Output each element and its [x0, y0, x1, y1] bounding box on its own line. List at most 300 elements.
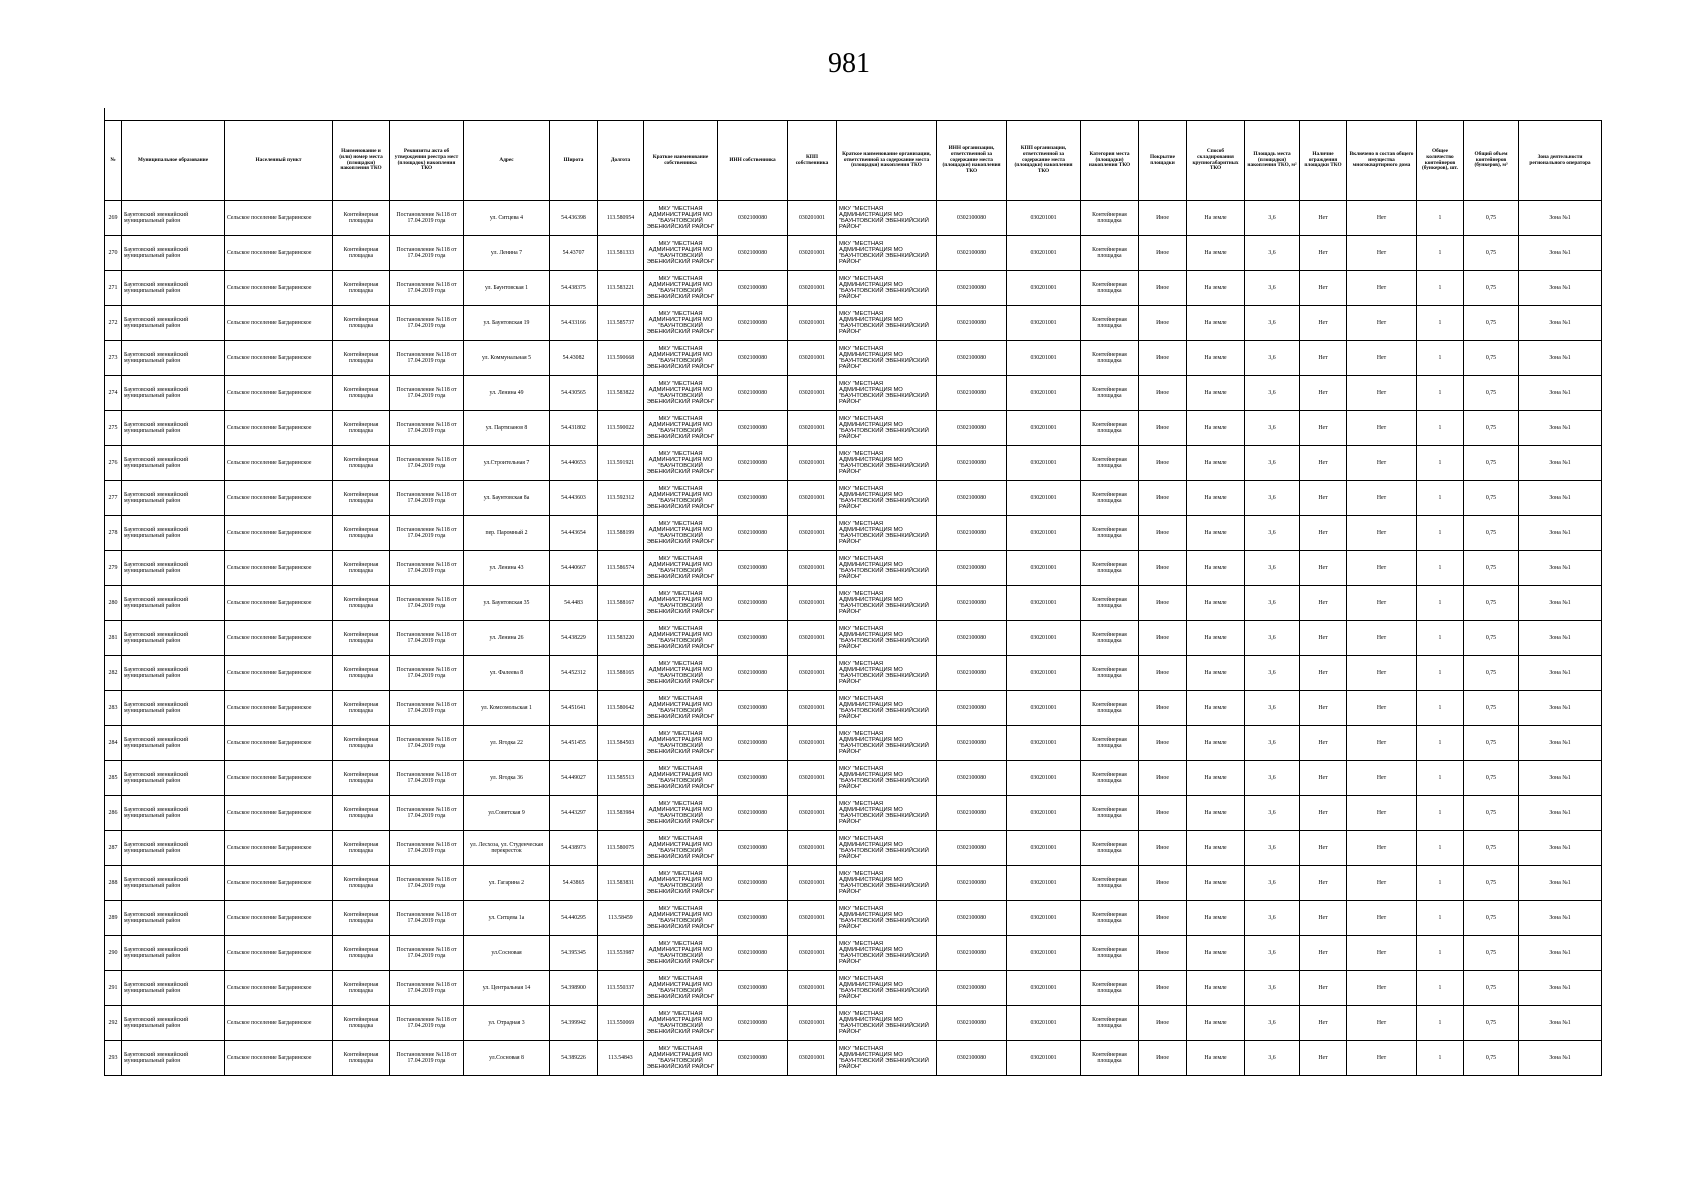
owner-kpp-cell: 030201001	[788, 341, 837, 376]
municipality-cell: Баунтовский эвенкийский муниципальный район	[122, 236, 225, 271]
responsible-org-cell: МКУ "МЕСТНАЯ АДМИНИСТРАЦИЯ МО "БАУНТОВСКИЙ ЭВЕНКИЙСКИЙ РАЙОН"	[837, 726, 937, 761]
org-kpp-cell: 030201001	[1007, 376, 1081, 411]
responsible-org-cell: МКУ "МЕСТНАЯ АДМИНИСТРАЦИЯ МО "БАУНТОВСКИЙ ЭВЕНКИЙСКИЙ РАЙОН"	[837, 271, 937, 306]
fence-cell: Нет	[1300, 726, 1347, 761]
row-number: 284	[105, 726, 122, 761]
row-number: 274	[105, 376, 122, 411]
fence-cell: Нет	[1300, 621, 1347, 656]
address-cell: ул. Отрадная 3	[464, 1006, 550, 1041]
site-name-cell: Контейнерная площадка	[333, 971, 390, 1006]
common-property-cell: Нет	[1347, 901, 1417, 936]
common-property-cell: Нет	[1347, 271, 1417, 306]
area-cell: 3,6	[1245, 1041, 1300, 1076]
common-property-cell: Нет	[1347, 341, 1417, 376]
owner-cell: МКУ "МЕСТНАЯ АДМИНИСТРАЦИЯ МО "БАУНТОВСКИЙ ЭВЕНКИЙСКИЙ РАЙОН"	[644, 481, 718, 516]
fence-cell: Нет	[1300, 971, 1347, 1006]
site-name-cell: Контейнерная площадка	[333, 551, 390, 586]
org-kpp-cell: 030201001	[1007, 831, 1081, 866]
responsible-org-cell: МКУ "МЕСТНАЯ АДМИНИСТРАЦИЯ МО "БАУНТОВСКИЙ ЭВЕНКИЙСКИЙ РАЙОН"	[837, 621, 937, 656]
operator-zone-cell: Зона №1	[1519, 1006, 1602, 1041]
longitude-cell: 113.584503	[598, 726, 644, 761]
org-inn-cell: 0302100080	[937, 866, 1007, 901]
row-number: 277	[105, 481, 122, 516]
org-kpp-cell: 030201001	[1007, 411, 1081, 446]
owner-cell: МКУ "МЕСТНАЯ АДМИНИСТРАЦИЯ МО "БАУНТОВСКИЙ ЭВЕНКИЙСКИЙ РАЙОН"	[644, 516, 718, 551]
owner-kpp-cell: 030201001	[788, 621, 837, 656]
column-header: Широта	[550, 121, 598, 201]
responsible-org-cell: МКУ "МЕСТНАЯ АДМИНИСТРАЦИЯ МО "БАУНТОВСКИЙ ЭВЕНКИЙСКИЙ РАЙОН"	[837, 446, 937, 481]
act-details-cell: Постановление №118 от 17.04.2019 года	[390, 1041, 464, 1076]
settlement-cell: Сельское поселение Багдаринское	[225, 726, 333, 761]
longitude-cell: 113.583822	[598, 376, 644, 411]
owner-inn-cell: 0302100080	[718, 411, 788, 446]
longitude-cell: 113.585513	[598, 761, 644, 796]
act-details-cell: Постановление №118 от 17.04.2019 года	[390, 236, 464, 271]
fence-cell: Нет	[1300, 1006, 1347, 1041]
operator-zone-cell: Зона №1	[1519, 621, 1602, 656]
act-details-cell: Постановление №118 от 17.04.2019 года	[390, 971, 464, 1006]
table-row	[105, 1041, 1602, 1076]
org-kpp-cell: 030201001	[1007, 306, 1081, 341]
owner-inn-cell: 0302100080	[718, 656, 788, 691]
container-count-cell: 1	[1417, 236, 1464, 271]
container-volume-cell: 0,75	[1464, 376, 1519, 411]
table-row	[105, 341, 1602, 376]
longitude-cell: 113.590668	[598, 341, 644, 376]
owner-kpp-cell: 030201001	[788, 936, 837, 971]
owner-kpp-cell: 030201001	[788, 586, 837, 621]
container-count-cell: 1	[1417, 306, 1464, 341]
org-kpp-cell: 030201001	[1007, 551, 1081, 586]
responsible-org-cell: МКУ "МЕСТНАЯ АДМИНИСТРАЦИЯ МО "БАУНТОВСКИЙ ЭВЕНКИЙСКИЙ РАЙОН"	[837, 1041, 937, 1076]
org-kpp-cell: 030201001	[1007, 481, 1081, 516]
responsible-org-cell: МКУ "МЕСТНАЯ АДМИНИСТРАЦИЯ МО "БАУНТОВСКИЙ ЭВЕНКИЙСКИЙ РАЙОН"	[837, 341, 937, 376]
area-cell: 3,6	[1245, 516, 1300, 551]
responsible-org-cell: МКУ "МЕСТНАЯ АДМИНИСТРАЦИЯ МО "БАУНТОВСКИЙ ЭВЕНКИЙСКИЙ РАЙОН"	[837, 586, 937, 621]
cover-cell: Иное	[1139, 831, 1187, 866]
common-property-cell: Нет	[1347, 761, 1417, 796]
row-number: 283	[105, 691, 122, 726]
operator-zone-cell: Зона №1	[1519, 901, 1602, 936]
municipality-cell: Баунтовский эвенкийский муниципальный район	[122, 1041, 225, 1076]
owner-cell: МКУ "МЕСТНАЯ АДМИНИСТРАЦИЯ МО "БАУНТОВСКИЙ ЭВЕНКИЙСКИЙ РАЙОН"	[644, 341, 718, 376]
table-row	[105, 201, 1602, 236]
address-cell: ул.Строительная 7	[464, 446, 550, 481]
fence-cell: Нет	[1300, 376, 1347, 411]
owner-kpp-cell: 030201001	[788, 271, 837, 306]
operator-zone-cell: Зона №1	[1519, 446, 1602, 481]
container-count-cell: 1	[1417, 516, 1464, 551]
longitude-cell: 113.583984	[598, 796, 644, 831]
municipality-cell: Баунтовский эвенкийский муниципальный район	[122, 201, 225, 236]
column-header: КПП организации, ответственной за содержание места (площадки) накопления ТКО	[1007, 121, 1081, 201]
longitude-cell: 113.58459	[598, 901, 644, 936]
container-count-cell: 1	[1417, 341, 1464, 376]
longitude-cell: 113.580954	[598, 201, 644, 236]
column-header: №	[105, 121, 122, 201]
org-kpp-cell: 030201001	[1007, 866, 1081, 901]
address-cell: ул. Коммунальная 5	[464, 341, 550, 376]
address-cell: ул. Центральная 14	[464, 971, 550, 1006]
table-row	[105, 796, 1602, 831]
settlement-cell: Сельское поселение Багдаринское	[225, 971, 333, 1006]
row-number: 273	[105, 341, 122, 376]
column-header: ИНН собственника	[718, 121, 788, 201]
fence-cell: Нет	[1300, 656, 1347, 691]
category-cell: Контейнерная площадка	[1081, 551, 1139, 586]
municipality-cell: Баунтовский эвенкийский муниципальный район	[122, 621, 225, 656]
container-volume-cell: 0,75	[1464, 516, 1519, 551]
cover-cell: Иное	[1139, 691, 1187, 726]
act-details-cell: Постановление №118 от 17.04.2019 года	[390, 621, 464, 656]
address-cell: ул. Ягодка 36	[464, 761, 550, 796]
org-inn-cell: 0302100080	[937, 516, 1007, 551]
row-number: 289	[105, 901, 122, 936]
area-cell: 3,6	[1245, 271, 1300, 306]
site-name-cell: Контейнерная площадка	[333, 446, 390, 481]
owner-cell: МКУ "МЕСТНАЯ АДМИНИСТРАЦИЯ МО "БАУНТОВСКИЙ ЭВЕНКИЙСКИЙ РАЙОН"	[644, 831, 718, 866]
org-inn-cell: 0302100080	[937, 446, 1007, 481]
column-header: Общее количество контейнеров (бункеров), шт.	[1417, 121, 1464, 201]
operator-zone-cell: Зона №1	[1519, 936, 1602, 971]
site-name-cell: Контейнерная площадка	[333, 1041, 390, 1076]
responsible-org-cell: МКУ "МЕСТНАЯ АДМИНИСТРАЦИЯ МО "БАУНТОВСКИЙ ЭВЕНКИЙСКИЙ РАЙОН"	[837, 516, 937, 551]
category-cell: Контейнерная площадка	[1081, 411, 1139, 446]
org-kpp-cell: 030201001	[1007, 621, 1081, 656]
municipality-cell: Баунтовский эвенкийский муниципальный район	[122, 341, 225, 376]
settlement-cell: Сельское поселение Багдаринское	[225, 411, 333, 446]
address-cell: ул. Баунтовская 35	[464, 586, 550, 621]
responsible-org-cell: МКУ "МЕСТНАЯ АДМИНИСТРАЦИЯ МО "БАУНТОВСКИЙ ЭВЕНКИЙСКИЙ РАЙОН"	[837, 236, 937, 271]
fence-cell: Нет	[1300, 691, 1347, 726]
kgo-storage-cell: На земле	[1187, 936, 1245, 971]
org-inn-cell: 0302100080	[937, 1006, 1007, 1041]
owner-inn-cell: 0302100080	[718, 936, 788, 971]
settlement-cell: Сельское поселение Багдаринское	[225, 866, 333, 901]
container-count-cell: 1	[1417, 446, 1464, 481]
row-number: 280	[105, 586, 122, 621]
settlement-cell: Сельское поселение Багдаринское	[225, 1041, 333, 1076]
container-volume-cell: 0,75	[1464, 936, 1519, 971]
header-row	[105, 121, 1602, 201]
latitude-cell: 54.438973	[550, 831, 598, 866]
responsible-org-cell: МКУ "МЕСТНАЯ АДМИНИСТРАЦИЯ МО "БАУНТОВСКИЙ ЭВЕНКИЙСКИЙ РАЙОН"	[837, 901, 937, 936]
site-name-cell: Контейнерная площадка	[333, 236, 390, 271]
owner-kpp-cell: 030201001	[788, 376, 837, 411]
category-cell: Контейнерная площадка	[1081, 726, 1139, 761]
kgo-storage-cell: На земле	[1187, 796, 1245, 831]
row-number: 281	[105, 621, 122, 656]
settlement-cell: Сельское поселение Багдаринское	[225, 236, 333, 271]
longitude-cell: 113.592312	[598, 481, 644, 516]
table-row	[105, 271, 1602, 306]
category-cell: Контейнерная площадка	[1081, 1006, 1139, 1041]
container-count-cell: 1	[1417, 656, 1464, 691]
fence-cell: Нет	[1300, 866, 1347, 901]
owner-kpp-cell: 030201001	[788, 516, 837, 551]
fence-cell: Нет	[1300, 551, 1347, 586]
operator-zone-cell: Зона №1	[1519, 761, 1602, 796]
address-cell: ул. Фалеева 8	[464, 656, 550, 691]
container-count-cell: 1	[1417, 971, 1464, 1006]
kgo-storage-cell: На земле	[1187, 376, 1245, 411]
container-volume-cell: 0,75	[1464, 201, 1519, 236]
table-header	[105, 121, 1602, 201]
municipality-cell: Баунтовский эвенкийский муниципальный район	[122, 831, 225, 866]
settlement-cell: Сельское поселение Багдаринское	[225, 516, 333, 551]
responsible-org-cell: МКУ "МЕСТНАЯ АДМИНИСТРАЦИЯ МО "БАУНТОВСКИЙ ЭВЕНКИЙСКИЙ РАЙОН"	[837, 866, 937, 901]
longitude-cell: 113.54843	[598, 1041, 644, 1076]
address-cell: ул. Ленина 49	[464, 376, 550, 411]
longitude-cell: 113.590022	[598, 411, 644, 446]
settlement-cell: Сельское поселение Багдаринское	[225, 306, 333, 341]
owner-cell: МКУ "МЕСТНАЯ АДМИНИСТРАЦИЯ МО "БАУНТОВСКИЙ ЭВЕНКИЙСКИЙ РАЙОН"	[644, 586, 718, 621]
owner-kpp-cell: 030201001	[788, 1006, 837, 1041]
operator-zone-cell: Зона №1	[1519, 551, 1602, 586]
area-cell: 3,6	[1245, 481, 1300, 516]
act-details-cell: Постановление №118 от 17.04.2019 года	[390, 691, 464, 726]
act-details-cell: Постановление №118 от 17.04.2019 года	[390, 901, 464, 936]
latitude-cell: 54.43707	[550, 236, 598, 271]
org-kpp-cell: 030201001	[1007, 936, 1081, 971]
longitude-cell: 113.585737	[598, 306, 644, 341]
latitude-cell: 54.438375	[550, 271, 598, 306]
responsible-org-cell: МКУ "МЕСТНАЯ АДМИНИСТРАЦИЯ МО "БАУНТОВСКИЙ ЭВЕНКИЙСКИЙ РАЙОН"	[837, 761, 937, 796]
container-count-cell: 1	[1417, 1041, 1464, 1076]
container-count-cell: 1	[1417, 586, 1464, 621]
latitude-cell: 54.43082	[550, 341, 598, 376]
site-name-cell: Контейнерная площадка	[333, 341, 390, 376]
cover-cell: Иное	[1139, 866, 1187, 901]
municipality-cell: Баунтовский эвенкийский муниципальный район	[122, 551, 225, 586]
settlement-cell: Сельское поселение Багдаринское	[225, 376, 333, 411]
org-inn-cell: 0302100080	[937, 726, 1007, 761]
owner-inn-cell: 0302100080	[718, 551, 788, 586]
operator-zone-cell: Зона №1	[1519, 411, 1602, 446]
operator-zone-cell: Зона №1	[1519, 691, 1602, 726]
municipality-cell: Баунтовский эвенкийский муниципальный район	[122, 481, 225, 516]
category-cell: Контейнерная площадка	[1081, 936, 1139, 971]
cover-cell: Иное	[1139, 516, 1187, 551]
owner-kpp-cell: 030201001	[788, 446, 837, 481]
owner-cell: МКУ "МЕСТНАЯ АДМИНИСТРАЦИЯ МО "БАУНТОВСКИЙ ЭВЕНКИЙСКИЙ РАЙОН"	[644, 1006, 718, 1041]
cover-cell: Иное	[1139, 376, 1187, 411]
settlement-cell: Сельское поселение Багдаринское	[225, 551, 333, 586]
area-cell: 3,6	[1245, 831, 1300, 866]
latitude-cell: 54.449027	[550, 761, 598, 796]
common-property-cell: Нет	[1347, 866, 1417, 901]
org-inn-cell: 0302100080	[937, 831, 1007, 866]
settlement-cell: Сельское поселение Багдаринское	[225, 621, 333, 656]
address-cell: ул. Баунтовская 8а	[464, 481, 550, 516]
org-inn-cell: 0302100080	[937, 1041, 1007, 1076]
longitude-cell: 113.583221	[598, 271, 644, 306]
org-kpp-cell: 030201001	[1007, 446, 1081, 481]
container-volume-cell: 0,75	[1464, 551, 1519, 586]
column-header: Краткое наименование собственника	[644, 121, 718, 201]
owner-kpp-cell: 030201001	[788, 1041, 837, 1076]
act-details-cell: Постановление №118 от 17.04.2019 года	[390, 551, 464, 586]
fence-cell: Нет	[1300, 936, 1347, 971]
cover-cell: Иное	[1139, 796, 1187, 831]
org-inn-cell: 0302100080	[937, 376, 1007, 411]
settlement-cell: Сельское поселение Багдаринское	[225, 1006, 333, 1041]
settlement-cell: Сельское поселение Багдаринское	[225, 271, 333, 306]
kgo-storage-cell: На земле	[1187, 236, 1245, 271]
area-cell: 3,6	[1245, 901, 1300, 936]
latitude-cell: 54.43865	[550, 866, 598, 901]
org-inn-cell: 0302100080	[937, 481, 1007, 516]
municipality-cell: Баунтовский эвенкийский муниципальный район	[122, 516, 225, 551]
fence-cell: Нет	[1300, 271, 1347, 306]
container-count-cell: 1	[1417, 831, 1464, 866]
longitude-cell: 113.583220	[598, 621, 644, 656]
org-kpp-cell: 030201001	[1007, 1041, 1081, 1076]
container-count-cell: 1	[1417, 376, 1464, 411]
column-header: Краткое наименование организации, ответственной за содержание места (площадки) накопления ТКО	[837, 121, 937, 201]
container-volume-cell: 0,75	[1464, 271, 1519, 306]
fence-cell: Нет	[1300, 481, 1347, 516]
row-number: 288	[105, 866, 122, 901]
column-header: Муниципальное образование	[122, 121, 225, 201]
latitude-cell: 54.399942	[550, 1006, 598, 1041]
owner-kpp-cell: 030201001	[788, 726, 837, 761]
common-property-cell: Нет	[1347, 656, 1417, 691]
municipality-cell: Баунтовский эвенкийский муниципальный район	[122, 761, 225, 796]
cover-cell: Иное	[1139, 201, 1187, 236]
address-cell: ул. Комсомольская 1	[464, 691, 550, 726]
act-details-cell: Постановление №118 от 17.04.2019 года	[390, 306, 464, 341]
municipality-cell: Баунтовский эвенкийский муниципальный район	[122, 901, 225, 936]
org-kpp-cell: 030201001	[1007, 726, 1081, 761]
owner-kpp-cell: 030201001	[788, 761, 837, 796]
responsible-org-cell: МКУ "МЕСТНАЯ АДМИНИСТРАЦИЯ МО "БАУНТОВСКИЙ ЭВЕНКИЙСКИЙ РАЙОН"	[837, 481, 937, 516]
common-property-cell: Нет	[1347, 586, 1417, 621]
column-header: Покрытие площадки	[1139, 121, 1187, 201]
container-volume-cell: 0,75	[1464, 481, 1519, 516]
site-name-cell: Контейнерная площадка	[333, 901, 390, 936]
operator-zone-cell: Зона №1	[1519, 376, 1602, 411]
owner-inn-cell: 0302100080	[718, 201, 788, 236]
act-details-cell: Постановление №118 от 17.04.2019 года	[390, 201, 464, 236]
cover-cell: Иное	[1139, 1006, 1187, 1041]
site-name-cell: Контейнерная площадка	[333, 1006, 390, 1041]
column-header: Адрес	[464, 121, 550, 201]
operator-zone-cell: Зона №1	[1519, 866, 1602, 901]
common-property-cell: Нет	[1347, 796, 1417, 831]
act-details-cell: Постановление №118 от 17.04.2019 года	[390, 446, 464, 481]
owner-inn-cell: 0302100080	[718, 866, 788, 901]
fence-cell: Нет	[1300, 761, 1347, 796]
owner-cell: МКУ "МЕСТНАЯ АДМИНИСТРАЦИЯ МО "БАУНТОВСКИЙ ЭВЕНКИЙСКИЙ РАЙОН"	[644, 761, 718, 796]
category-cell: Контейнерная площадка	[1081, 481, 1139, 516]
page-number: 981	[828, 48, 870, 79]
org-inn-cell: 0302100080	[937, 691, 1007, 726]
category-cell: Контейнерная площадка	[1081, 236, 1139, 271]
fence-cell: Нет	[1300, 901, 1347, 936]
responsible-org-cell: МКУ "МЕСТНАЯ АДМИНИСТРАЦИЯ МО "БАУНТОВСКИЙ ЭВЕНКИЙСКИЙ РАЙОН"	[837, 376, 937, 411]
responsible-org-cell: МКУ "МЕСТНАЯ АДМИНИСТРАЦИЯ МО "БАУНТОВСКИЙ ЭВЕНКИЙСКИЙ РАЙОН"	[837, 551, 937, 586]
settlement-cell: Сельское поселение Багдаринское	[225, 831, 333, 866]
longitude-cell: 113.586574	[598, 551, 644, 586]
longitude-cell: 113.588165	[598, 656, 644, 691]
municipality-cell: Баунтовский эвенкийский муниципальный район	[122, 656, 225, 691]
row-number: 271	[105, 271, 122, 306]
category-cell: Контейнерная площадка	[1081, 866, 1139, 901]
org-kpp-cell: 030201001	[1007, 901, 1081, 936]
operator-zone-cell: Зона №1	[1519, 831, 1602, 866]
area-cell: 3,6	[1245, 726, 1300, 761]
address-cell: пер. Паромный 2	[464, 516, 550, 551]
owner-kpp-cell: 030201001	[788, 481, 837, 516]
org-inn-cell: 0302100080	[937, 201, 1007, 236]
container-volume-cell: 0,75	[1464, 726, 1519, 761]
owner-kpp-cell: 030201001	[788, 551, 837, 586]
kgo-storage-cell: На земле	[1187, 551, 1245, 586]
longitude-cell: 113.553987	[598, 936, 644, 971]
responsible-org-cell: МКУ "МЕСТНАЯ АДМИНИСТРАЦИЯ МО "БАУНТОВСКИЙ ЭВЕНКИЙСКИЙ РАЙОН"	[837, 691, 937, 726]
row-number: 276	[105, 446, 122, 481]
owner-inn-cell: 0302100080	[718, 376, 788, 411]
act-details-cell: Постановление №118 от 17.04.2019 года	[390, 481, 464, 516]
owner-cell: МКУ "МЕСТНАЯ АДМИНИСТРАЦИЯ МО "БАУНТОВСКИЙ ЭВЕНКИЙСКИЙ РАЙОН"	[644, 726, 718, 761]
org-kpp-cell: 030201001	[1007, 516, 1081, 551]
site-name-cell: Контейнерная площадка	[333, 201, 390, 236]
owner-cell: МКУ "МЕСТНАЯ АДМИНИСТРАЦИЯ МО "БАУНТОВСКИЙ ЭВЕНКИЙСКИЙ РАЙОН"	[644, 936, 718, 971]
latitude-cell: 54.440667	[550, 551, 598, 586]
address-cell: ул. Гагарина 2	[464, 866, 550, 901]
table-row	[105, 936, 1602, 971]
owner-kpp-cell: 030201001	[788, 236, 837, 271]
responsible-org-cell: МКУ "МЕСТНАЯ АДМИНИСТРАЦИЯ МО "БАУНТОВСКИЙ ЭВЕНКИЙСКИЙ РАЙОН"	[837, 656, 937, 691]
org-inn-cell: 0302100080	[937, 341, 1007, 376]
area-cell: 3,6	[1245, 306, 1300, 341]
container-volume-cell: 0,75	[1464, 831, 1519, 866]
org-inn-cell: 0302100080	[937, 901, 1007, 936]
common-property-cell: Нет	[1347, 306, 1417, 341]
container-volume-cell: 0,75	[1464, 411, 1519, 446]
table-row	[105, 761, 1602, 796]
act-details-cell: Постановление №118 от 17.04.2019 года	[390, 656, 464, 691]
owner-kpp-cell: 030201001	[788, 691, 837, 726]
site-name-cell: Контейнерная площадка	[333, 831, 390, 866]
kgo-storage-cell: На земле	[1187, 516, 1245, 551]
act-details-cell: Постановление №118 от 17.04.2019 года	[390, 376, 464, 411]
act-details-cell: Постановление №118 от 17.04.2019 года	[390, 761, 464, 796]
responsible-org-cell: МКУ "МЕСТНАЯ АДМИНИСТРАЦИЯ МО "БАУНТОВСКИЙ ЭВЕНКИЙСКИЙ РАЙОН"	[837, 1006, 937, 1041]
settlement-cell: Сельское поселение Багдаринское	[225, 936, 333, 971]
column-header: Наименование и (или) номер места (площадки) накопления ТКО	[333, 121, 390, 201]
container-count-cell: 1	[1417, 726, 1464, 761]
site-name-cell: Контейнерная площадка	[333, 936, 390, 971]
responsible-org-cell: МКУ "МЕСТНАЯ АДМИНИСТРАЦИЯ МО "БАУНТОВСКИЙ ЭВЕНКИЙСКИЙ РАЙОН"	[837, 306, 937, 341]
responsible-org-cell: МКУ "МЕСТНАЯ АДМИНИСТРАЦИЯ МО "БАУНТОВСКИЙ ЭВЕНКИЙСКИЙ РАЙОН"	[837, 831, 937, 866]
container-count-cell: 1	[1417, 691, 1464, 726]
kgo-storage-cell: На земле	[1187, 831, 1245, 866]
org-kpp-cell: 030201001	[1007, 796, 1081, 831]
owner-inn-cell: 0302100080	[718, 1006, 788, 1041]
area-cell: 3,6	[1245, 936, 1300, 971]
operator-zone-cell: Зона №1	[1519, 971, 1602, 1006]
site-name-cell: Контейнерная площадка	[333, 656, 390, 691]
owner-inn-cell: 0302100080	[718, 481, 788, 516]
owner-inn-cell: 0302100080	[718, 621, 788, 656]
common-property-cell: Нет	[1347, 376, 1417, 411]
latitude-cell: 54.451455	[550, 726, 598, 761]
owner-cell: МКУ "МЕСТНАЯ АДМИНИСТРАЦИЯ МО "БАУНТОВСКИЙ ЭВЕНКИЙСКИЙ РАЙОН"	[644, 551, 718, 586]
table-row	[105, 1006, 1602, 1041]
table-row	[105, 551, 1602, 586]
